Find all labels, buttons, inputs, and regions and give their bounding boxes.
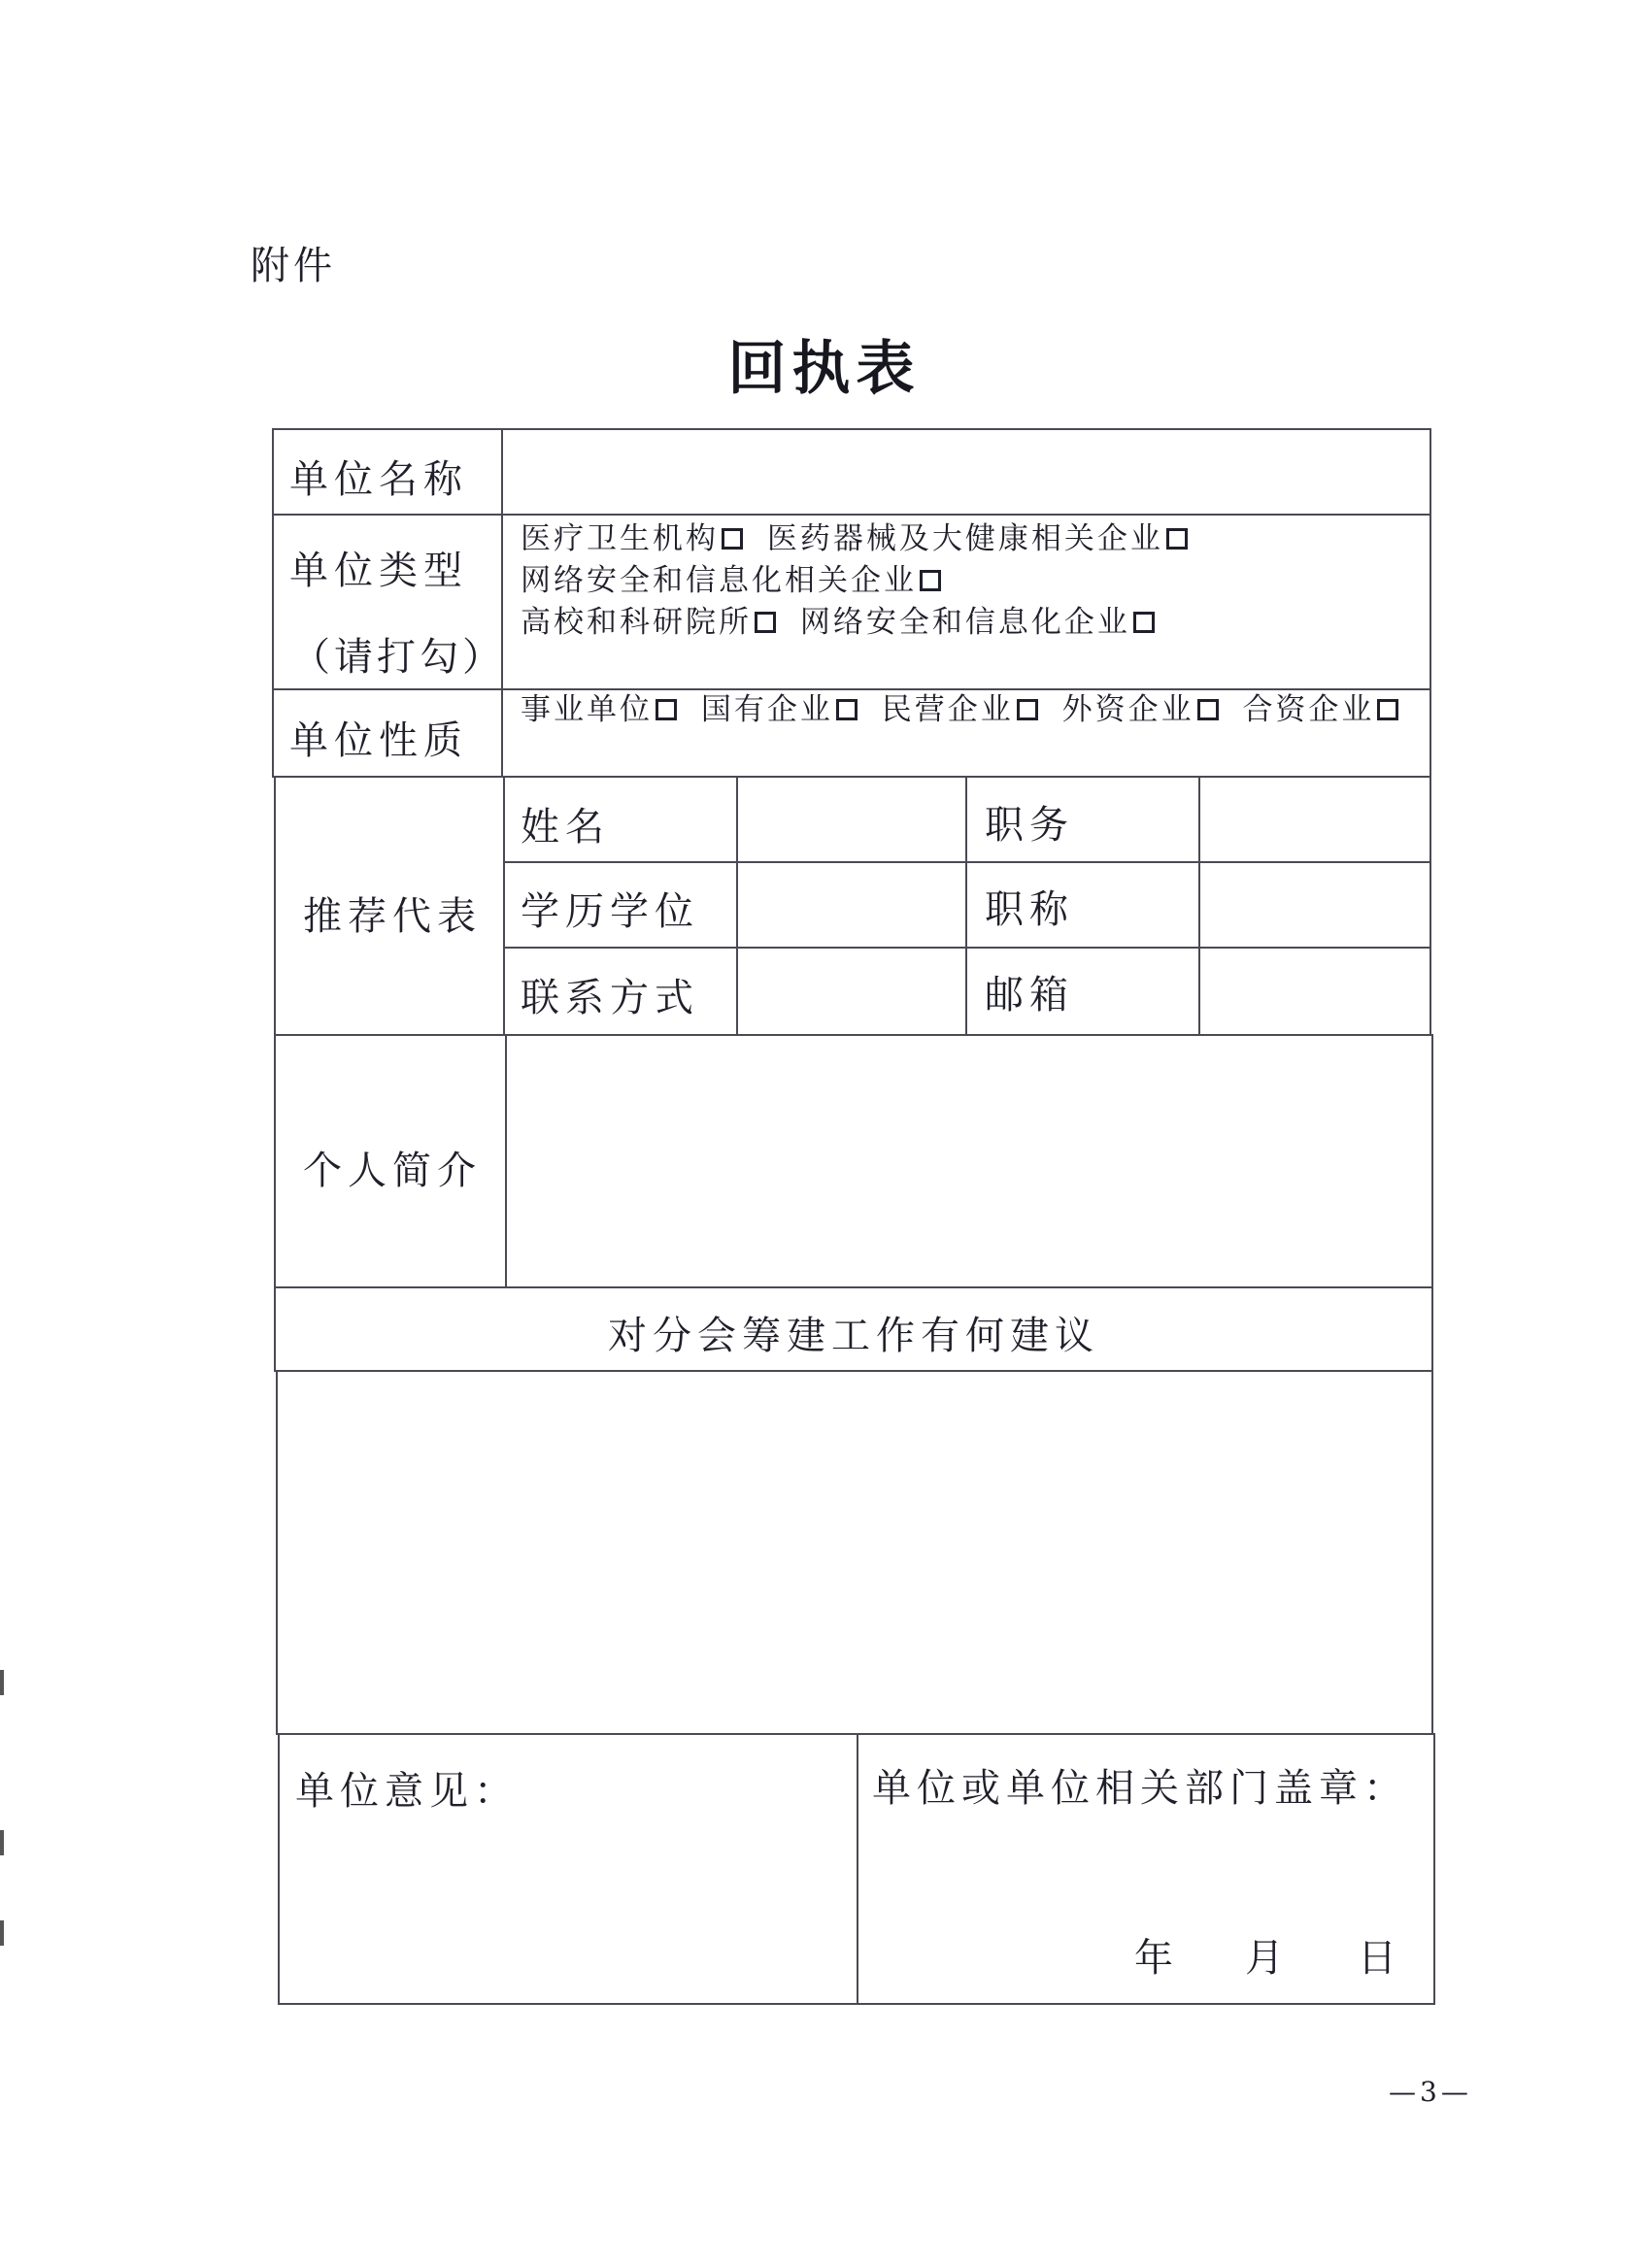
option-network-security-enterprise: 网络安全和信息化企业	[799, 605, 1130, 640]
checkbox-university-research[interactable]	[755, 612, 776, 633]
profile-label: 个人简介	[303, 1149, 482, 1193]
org-type-options-line3	[521, 602, 1166, 644]
option-network-security-related: 网络安全和信息化相关企业	[521, 563, 917, 598]
org-type-hint: （请打勾）	[291, 635, 505, 680]
org-type-options-line1	[521, 518, 1199, 560]
checkbox-state-owned[interactable]	[836, 699, 858, 720]
rep-name-label: 姓名	[521, 805, 610, 850]
rep-email-label: 邮箱	[985, 973, 1074, 1017]
checkbox-network-security-related[interactable]	[920, 570, 941, 591]
page-number: —3—	[1389, 2076, 1472, 2108]
option-foreign: 外资企业	[1061, 692, 1194, 727]
rep-education-label: 学历学位	[521, 889, 699, 934]
representative-label: 推荐代表	[303, 894, 482, 939]
rep-position-input-cell[interactable]	[1198, 776, 1431, 863]
rep-contact-input-cell[interactable]	[736, 947, 967, 1036]
option-private: 民营企业	[881, 692, 1014, 727]
rep-position-label: 职务	[985, 803, 1074, 848]
profile-input-cell[interactable]	[505, 1034, 1433, 1288]
rep-name-input-cell[interactable]	[736, 776, 967, 863]
option-medical-device-enterprise: 医药器械及大健康相关企业	[766, 521, 1163, 556]
attachment-label: 附件	[251, 244, 336, 288]
scan-edge-mark	[0, 1670, 4, 1695]
scan-edge-mark	[0, 1920, 4, 1946]
suggestion-label: 对分会筹建工作有何建议	[608, 1314, 1099, 1358]
org-name-label: 单位名称	[289, 457, 468, 502]
org-nature-options	[521, 689, 1410, 731]
rep-contact-label: 联系方式	[521, 976, 699, 1020]
option-medical-institution: 医疗卫生机构	[521, 521, 719, 556]
checkbox-foreign[interactable]	[1197, 699, 1219, 720]
checkbox-medical-institution[interactable]	[722, 528, 743, 550]
rep-title-label: 职称	[985, 887, 1074, 932]
org-nature-label: 单位性质	[289, 718, 468, 763]
option-university-research: 高校和科研院所	[521, 605, 752, 640]
checkbox-joint-venture[interactable]	[1377, 699, 1398, 720]
org-name-input-cell[interactable]	[501, 428, 1431, 516]
seal-label: 单位或单位相关部门盖章：	[872, 1766, 1408, 1811]
scan-edge-mark	[0, 1830, 4, 1855]
checkbox-medical-device-enterprise[interactable]	[1166, 528, 1188, 550]
org-type-label: 单位类型	[289, 549, 468, 593]
option-joint-venture: 合资企业	[1242, 692, 1375, 727]
checkbox-public-institution[interactable]	[656, 699, 677, 720]
option-state-owned: 国有企业	[700, 692, 833, 727]
checkbox-private[interactable]	[1017, 699, 1038, 720]
suggestion-input-cell[interactable]	[276, 1370, 1433, 1735]
rep-education-input-cell[interactable]	[736, 861, 967, 949]
rep-email-input-cell[interactable]	[1198, 947, 1431, 1036]
seal-month: 月	[1245, 1936, 1290, 1981]
opinion-label: 单位意见：	[295, 1769, 519, 1814]
seal-day: 日	[1358, 1936, 1402, 1981]
org-type-options-line2	[521, 560, 953, 602]
page-title: 回执表	[727, 335, 921, 403]
option-public-institution: 事业单位	[521, 692, 653, 727]
checkbox-network-security-enterprise[interactable]	[1133, 612, 1155, 633]
rep-title-input-cell[interactable]	[1198, 861, 1431, 949]
seal-year: 年	[1134, 1936, 1179, 1981]
